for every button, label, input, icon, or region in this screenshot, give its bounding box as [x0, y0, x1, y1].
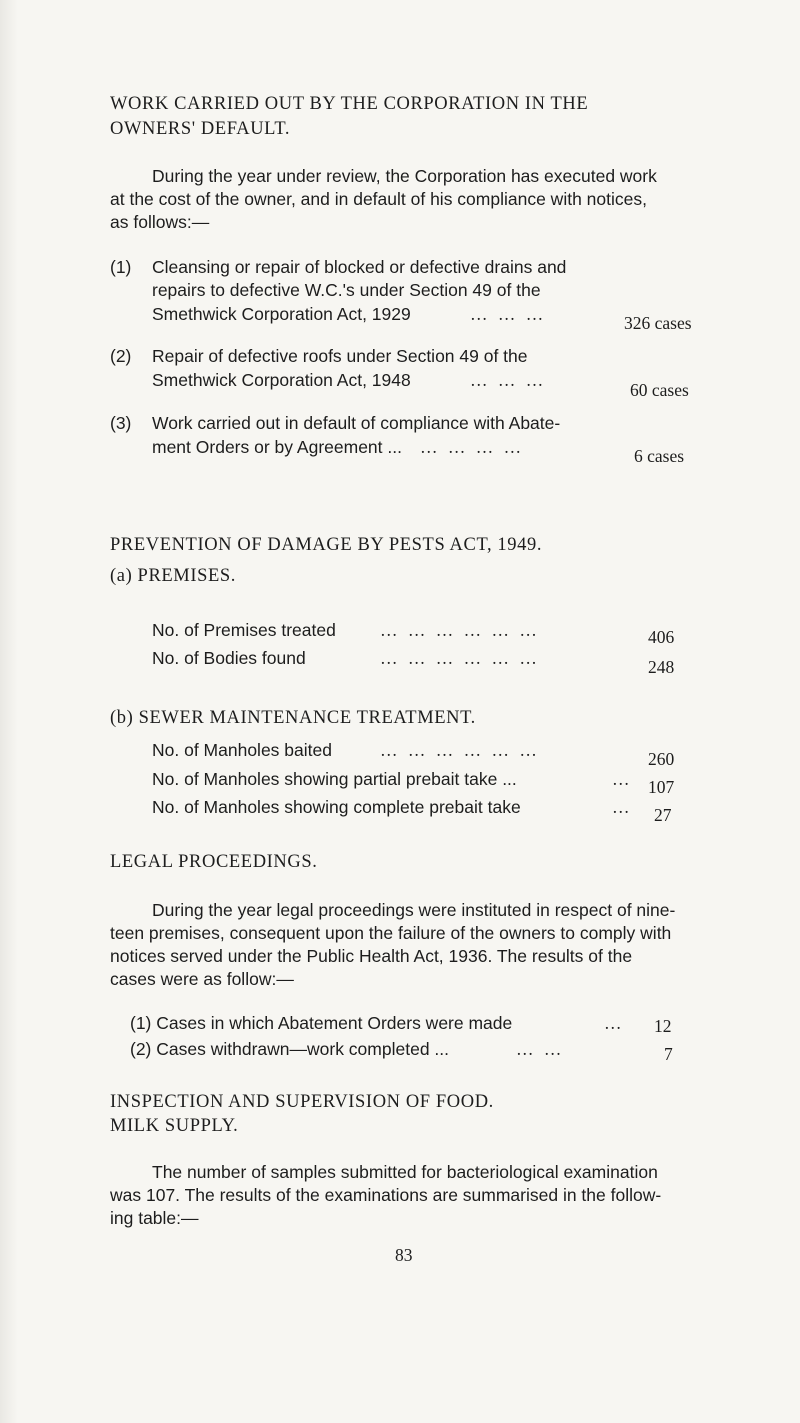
bodies-row-value: 248	[648, 657, 675, 677]
sewer-row-label: No. of Manholes showing partial prebait take ...	[152, 769, 517, 789]
heading-owners-default: OWNERS' DEFAULT.	[110, 119, 291, 139]
item-1-marker: (1)	[110, 257, 132, 277]
item-1-line-1: Cleansing or repair of blocked or defective drains and	[152, 257, 567, 277]
page-number: 83	[395, 1245, 413, 1265]
sewer-row-value: 107	[648, 777, 675, 797]
milk-para-line-2: was 107. The results of the examinations are summarised in the follow-	[110, 1185, 662, 1205]
premises-row-value: 406	[648, 627, 675, 647]
legal-row-value: 12	[654, 1016, 672, 1036]
legal-para-line-2: teen premises, consequent upon the failure of the owners to comply with	[110, 923, 672, 943]
item-3-line-1: Work carried out in default of compliance with Abate-	[152, 413, 561, 433]
intro-line-2: at the cost of the owner, and in default of his compliance with notices,	[110, 189, 647, 209]
legal-row-label: (2) Cases withdrawn—work completed ...	[130, 1039, 449, 1059]
legal-row-value: 7	[664, 1044, 673, 1064]
item-1-line-2: repairs to defective W.C.'s under Section 49 of the	[152, 280, 541, 300]
bodies-row-label: No. of Bodies found	[152, 648, 306, 668]
milk-para-line-3: ing table:—	[110, 1208, 199, 1228]
sewer-row-label: No. of Manholes baited	[152, 740, 332, 760]
item-3-marker: (3)	[110, 413, 132, 433]
bodies-row-dots: … … … … … …	[380, 648, 540, 668]
intro-line-1: During the year under review, the Corporation has executed work	[152, 166, 657, 186]
heading-legal-proceedings: LEGAL PROCEEDINGS.	[110, 852, 318, 872]
heading-work-carried-out: WORK CARRIED OUT BY THE CORPORATION IN THE	[110, 94, 589, 114]
legal-row-dots: …	[604, 1013, 625, 1033]
legal-row-dots: … …	[516, 1039, 565, 1059]
legal-para-line-1: During the year legal proceedings were instituted in respect of nine-	[152, 900, 676, 920]
item-3-line-2: ment Orders or by Agreement ...	[152, 437, 402, 457]
legal-para-line-3: notices served under the Public Health Act, 1936. The results of the	[110, 946, 633, 966]
sewer-row-value: 27	[654, 805, 672, 825]
item-1-leader-dots: … … …	[470, 304, 547, 324]
subheading-premises: (a) PREMISES.	[110, 566, 236, 586]
page-edge-shadow	[0, 0, 18, 1423]
item-3-value: 6 cases	[634, 446, 685, 466]
heading-milk-supply: MILK SUPPLY.	[110, 1116, 239, 1136]
item-2-line-1: Repair of defective roofs under Section 49 of the	[152, 346, 528, 366]
premises-row-label: No. of Premises treated	[152, 620, 336, 640]
heading-inspection-food: INSPECTION AND SUPERVISION OF FOOD.	[110, 1092, 494, 1112]
item-2-marker: (2)	[110, 346, 132, 366]
item-3-leader-dots: … … … …	[420, 437, 525, 457]
item-2-value: 60 cases	[630, 380, 689, 400]
sewer-row-value: 260	[648, 749, 675, 769]
legal-para-line-4: cases were as follow:—	[110, 969, 294, 989]
sewer-row-label: No. of Manholes showing complete prebait take	[152, 797, 521, 817]
premises-row-dots: … … … … … …	[380, 620, 540, 640]
item-1-line-3: Smethwick Corporation Act, 1929	[152, 304, 411, 324]
legal-row-label: (1) Cases in which Abatement Orders were made	[130, 1013, 513, 1033]
sewer-row-dots: …	[612, 797, 633, 817]
sewer-row-dots: …	[612, 769, 633, 789]
intro-line-3: as follows:—	[110, 212, 210, 232]
subheading-sewer: (b) SEWER MAINTENANCE TREATMENT.	[110, 708, 476, 728]
heading-pests-act: PREVENTION OF DAMAGE BY PESTS ACT, 1949.	[110, 535, 543, 555]
milk-para-line-1: The number of samples submitted for bacteriological examination	[152, 1162, 658, 1182]
sewer-row-dots: … … … … … …	[380, 740, 540, 760]
item-2-leader-dots: … … …	[470, 370, 547, 390]
item-1-value: 326 cases	[624, 313, 692, 333]
item-2-line-2: Smethwick Corporation Act, 1948	[152, 370, 411, 390]
